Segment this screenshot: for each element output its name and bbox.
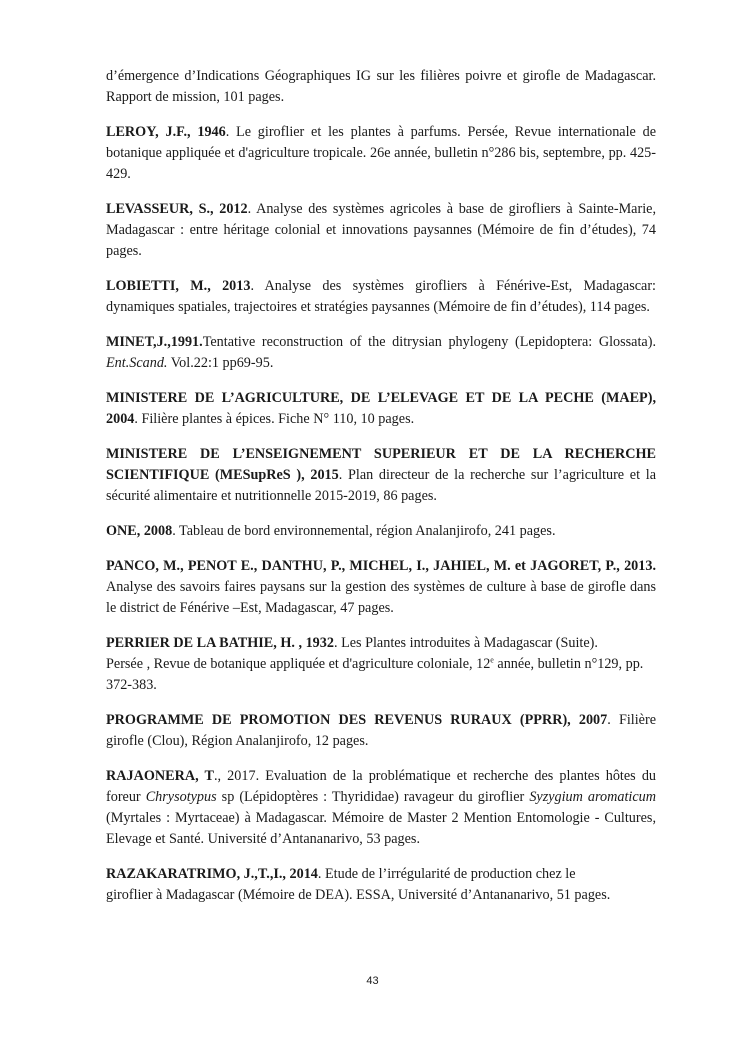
reference-superscript: e: [490, 655, 494, 665]
reference-text: . Evaluation de la problématique et recherche des plantes hôtes du foreur: [106, 768, 657, 805]
reference-continuation: [106, 66, 656, 108]
reference-text: . Plan directeur de la recherche sur l’agriculture et la sécurité alimentaire et nutritionnelle 2015-2019, 86 pages.: [106, 467, 656, 504]
reference-text: année, bulletin n°129, pp. 372-383.: [106, 656, 644, 693]
reference-text: . Filière girofle (Clou), Région Analanjirofo, 12 pages.: [106, 712, 656, 749]
reference-mesupres: [106, 444, 656, 507]
reference-text: . Analyse des systèmes agricoles à base de girofliers à Sainte-Marie, Madagascar : entre héritage colonial et innovations paysannes (Mémoire de fin d’études), 74 pages.: [106, 201, 656, 259]
reference-rajaonera: [106, 766, 656, 850]
reference-list: [106, 66, 656, 920]
reference-author: LEROY, J.F., 1946: [106, 124, 226, 140]
reference-text: (Myrtales : Myrtaceae) à Madagascar. Mémoire de Master 2 Mention Entomologie - Cultures, Elevage et Santé. Université d’Antananarivo, 53 pages.: [106, 810, 656, 847]
reference-author: RAJAONERA, T: [106, 768, 214, 784]
reference-author: LEVASSEUR, S., 2012: [106, 201, 248, 217]
reference-author: MINISTERE DE L’ENSEIGNEMENT SUPERIEUR ET DE LA RECHERCHE SCIENTIFIQUE (MESupReS ), 2015: [106, 446, 656, 483]
reference-author: MINISTERE DE L’AGRICULTURE, DE L’ELEVAGE ET DE LA PECHE (MAEP), 2004: [106, 390, 656, 427]
reference-author: LOBIETTI, M., 2013: [106, 278, 251, 294]
reference-author: PERRIER DE LA BATHIE, H. , 1932: [106, 635, 334, 651]
reference-text: d’émergence d’Indications Géographiques IG sur les filières poivre et girofle de Madagascar. Rapport de mission, 101 pages.: [106, 68, 656, 105]
reference-razakaratrimo: [106, 864, 656, 906]
reference-text: . Filière plantes à épices. Fiche N° 110, 10 pages.: [134, 411, 415, 427]
reference-text: . Le giroflier et les plantes à parfums. Persée, Revue internationale de botanique appliquée et d'agriculture tropicale. 26e année, bulletin n°286 bis, septembre, pp. 425-429.: [106, 124, 656, 182]
reference-author: ONE, 2008: [106, 523, 173, 539]
reference-text: Analyse des savoirs faires paysans sur la gestion des systèmes de culture à base de girofle dans le district de Fénérive –Est, Madagascar, 47 pages.: [106, 579, 656, 616]
reference-text: Persée , Revue de botanique appliquée et d'agriculture coloniale, 12: [106, 656, 491, 672]
reference-author: PANCO, M., PENOT E., DANTHU, P., MICHEL, I., JAHIEL, M. et JAGORET, P., 2013.: [106, 558, 656, 574]
reference-genus: Chrysotypus: [145, 789, 217, 805]
reference-text: . Etude de l’irrégularité de production chez le: [317, 866, 576, 882]
reference-minet: [106, 332, 656, 374]
reference-text: . Tableau de bord environnemental, région Analanjirofo, 241 pages.: [172, 523, 556, 539]
reference-journal: Ent.Scand.: [106, 355, 168, 371]
reference-author: RAZAKARATRIMO, J.,T.,I., 2014: [106, 866, 318, 882]
reference-maep: [106, 388, 656, 430]
reference-panco: [106, 556, 656, 619]
reference-text: sp (Lépidoptères : Thyrididae) ravageur du giroflier: [216, 789, 530, 805]
reference-text: Tentative reconstruction of the ditrysian phylogeny (Lepidoptera: Glossata).: [202, 334, 656, 350]
reference-text: ., 2017: [213, 768, 256, 784]
reference-pprr: [106, 710, 656, 752]
reference-text: . Analyse des systèmes girofliers à Fénérive-Est, Madagascar: dynamiques spatiales, trajectoires et stratégies paysannes (Mémoire de fin d’études), 114 pages.: [106, 278, 656, 315]
reference-one: [106, 521, 656, 542]
reference-species: Syzygium aromaticum: [529, 789, 656, 805]
reference-leroy: [106, 122, 656, 185]
reference-text: Vol.22:1 pp69-95.: [167, 355, 274, 371]
reference-lobietti: [106, 276, 656, 318]
reference-text: giroflier à Madagascar (Mémoire de DEA). ESSA, Université d’Antananarivo, 51 pages.: [106, 887, 611, 903]
reference-author: MINET,J.,1991.: [106, 334, 203, 350]
reference-perrier: [106, 633, 656, 696]
reference-levasseur: [106, 199, 656, 262]
reference-author: PROGRAMME DE PROMOTION DES REVENUS RURAUX (PPRR), 2007: [106, 712, 608, 728]
page-number: 43: [366, 975, 379, 987]
reference-text: . Les Plantes introduites à Madagascar (Suite).: [333, 635, 598, 651]
